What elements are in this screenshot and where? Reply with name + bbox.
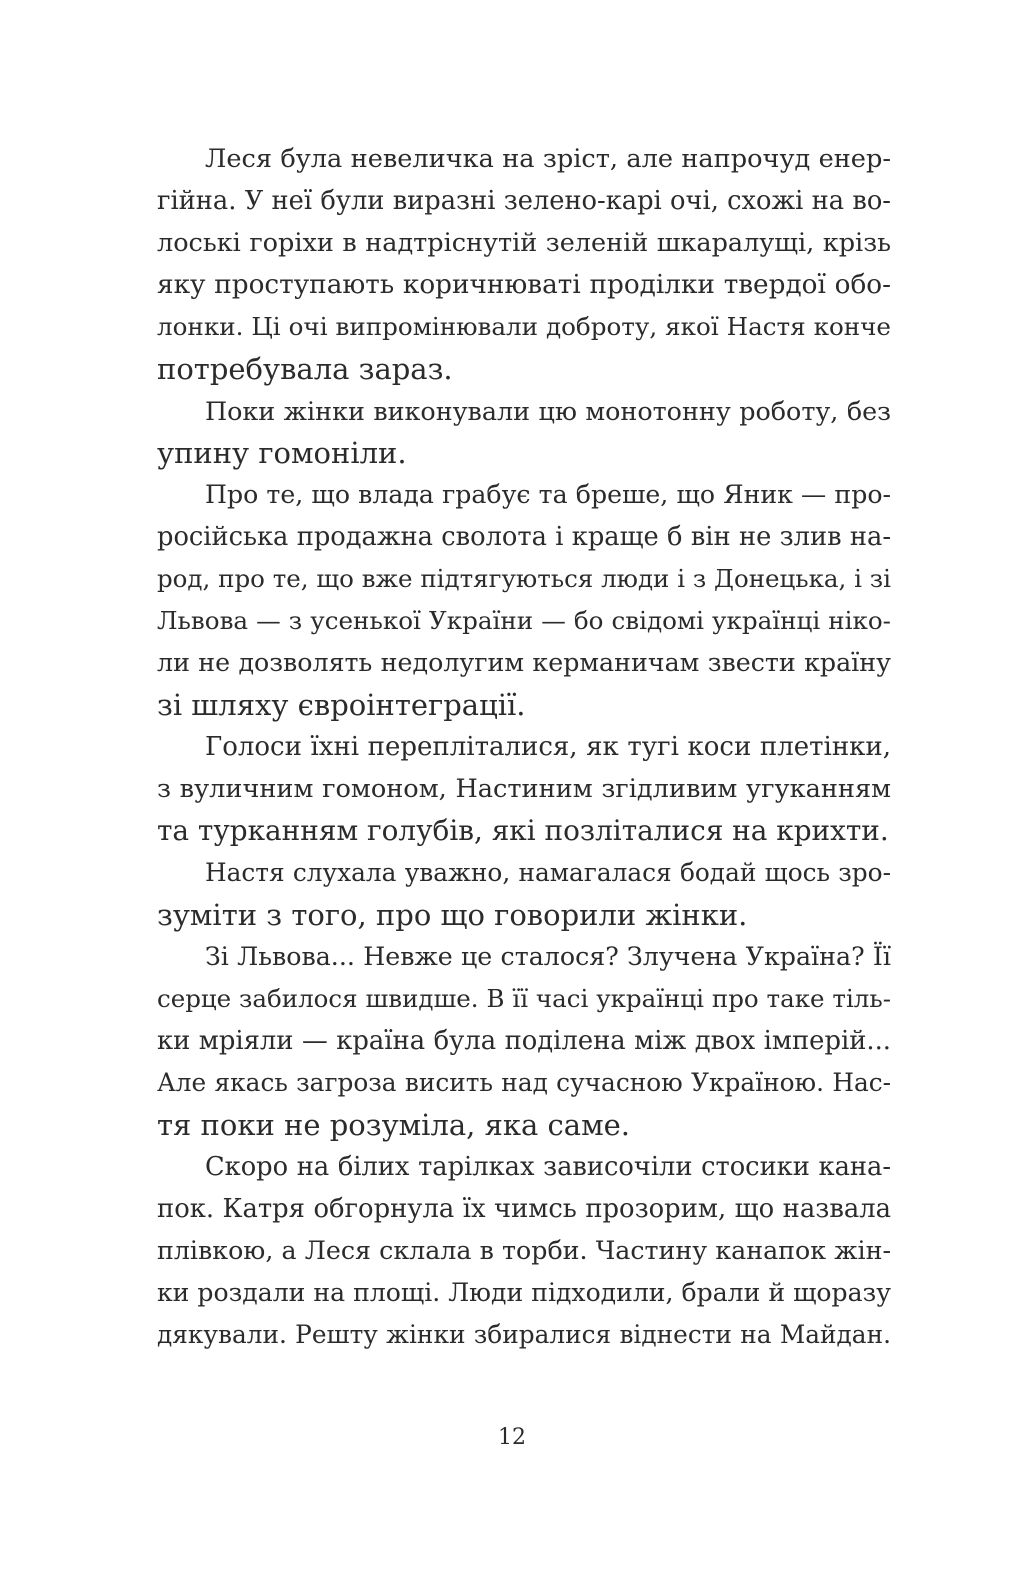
text-line: плівкою, а Леся склала в торби. Частину канапок жін- [157,1236,891,1265]
text-line: Голоси їхні перепліталися, як тугі коси плетінки, [205,732,891,762]
text-line: та турканням голубів, які позліталися на крихти. [157,814,889,847]
text-line: російська продажна сволота і краще б він не злив на- [157,522,891,552]
text-line: серце забилося швидше. В її часі українці про таке тіль- [157,984,891,1013]
text-line: Настя слухала уважно, намагалася бодай щось зро- [205,858,891,887]
text-line: гійна. У неї були виразні зелено-карі очі, схожі на во- [157,186,891,216]
text-line: лоські горіхи в надтріснутій зеленій шкаралущі, крізь [157,228,891,258]
text-line: лонки. Ці очі випромінювали доброту, якої Настя конче [157,312,891,341]
text-line: Леся була невеличка на зріст, але напрочуд енер- [205,144,891,174]
text-line: з вуличним гомоном, Настиним згідливим угуканням [157,774,891,804]
text-line: яку проступають коричнюваті проділки твердої обо- [157,270,891,300]
text-line: ки мріяли — країна була поділена між двох імперій... [157,1026,891,1056]
body-text [157,138,891,1356]
text-line: ки роздали на площі. Люди підходили, брали й щоразу [157,1278,891,1307]
text-line: упину гомоніли. [157,436,407,470]
text-line: потребувала зараз. [157,352,453,386]
text-line: Львова — з усенької України — бо свідомі українці ніко- [157,606,891,635]
text-line: зі шляху євроінтеграції. [157,688,526,722]
text-line: Але якась загроза висить над сучасною Україною. Нас- [157,1068,891,1097]
text-line: дякували. Решту жінки збиралися віднести на Майдан. [157,1320,891,1349]
text-line: зуміти з того, про що говорили жінки. [157,898,748,932]
text-line: Скоро на білих тарілках зависочіли стосики кана- [205,1152,891,1182]
text-line: Поки жінки виконували цю монотонну роботу, без [205,396,891,426]
text-line: пок. Катря обгорнула їх чимсь прозорим, що назвала [157,1194,891,1224]
page-number: 12 [498,1425,526,1450]
text-line: Про те, що влада грабує та бреше, що Яник — про- [205,480,891,509]
text-line: тя поки не розуміла, яка саме. [157,1108,631,1142]
text-line: Зі Львова... Невже це сталося? Злучена Україна? Її [205,942,891,971]
text-line: род, про те, що вже підтягуються люди і з Донецька, і зі [157,564,891,593]
text-line: ли не дозволять недолугим керманичам звести країну [157,648,891,677]
